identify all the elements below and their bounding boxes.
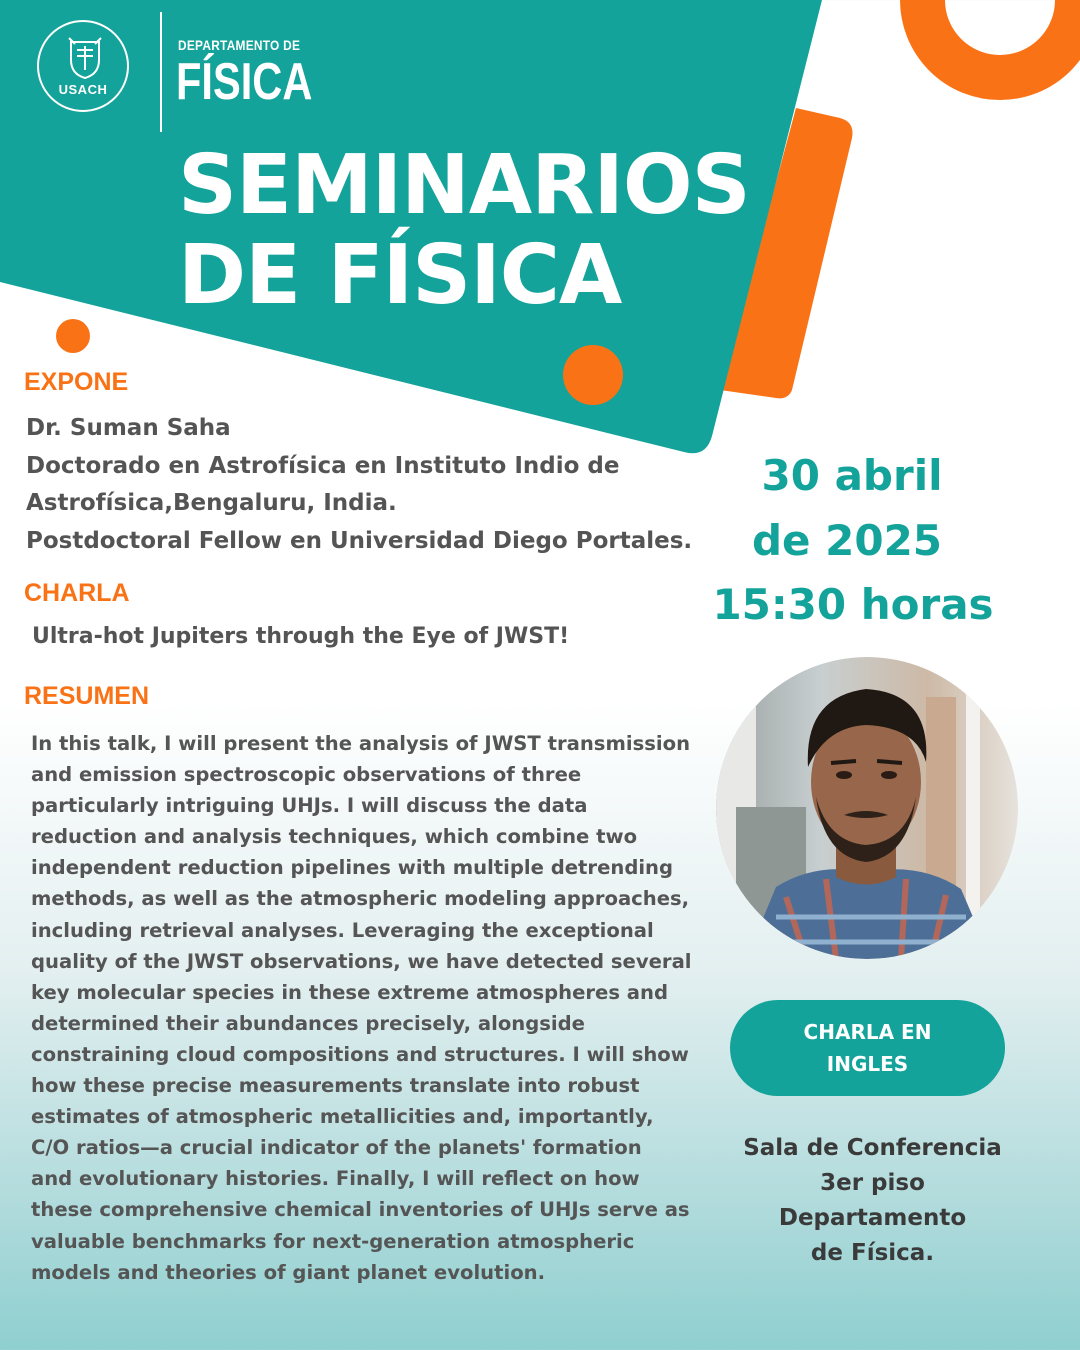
speaker-degree-place: Astrofísica,Bengaluru, India. xyxy=(26,490,397,516)
department-name: FÍSICA xyxy=(176,53,313,111)
orange-ring-decoration xyxy=(900,0,1080,100)
logo-divider xyxy=(160,12,162,132)
usach-logo xyxy=(37,20,129,112)
department-prefix: DEPARTAMENTO DE xyxy=(178,37,301,53)
language-badge-label: CHARLA EN INGLES xyxy=(803,1020,932,1076)
language-badge xyxy=(730,1000,1005,1096)
speaker-photo xyxy=(716,657,1018,959)
event-date-day: 30 abril xyxy=(761,451,943,500)
speaker-info xyxy=(26,410,746,560)
speaker-degree: Doctorado en Astrofísica en Instituto Indio de xyxy=(26,452,620,479)
logo-label: USACH xyxy=(58,82,108,97)
orange-dot-decoration xyxy=(563,345,623,405)
venue-department: Departamento xyxy=(778,1205,967,1231)
orange-dot-decoration xyxy=(56,319,90,353)
event-date-year: de 2025 xyxy=(751,516,943,565)
abstract-text: In this talk, I will present the analysis of JWST transmission and emission spectroscopic observations of three particularly intriguing UHJs. I will discuss the data reduction and analysis techniques, which combine two independent reduction pipelines with multiple detrending methods, as well as the atmospheric modeling approaches, including retrieval analyses. Leveraging the exceptional quality of the JWST observations, we have detected several key molecular species in these extreme atmospheres and determined their abundances precisely, alongside constraining cloud compositions and structures. I will show how these precise measurements translate into robust estimates of atmospheric metallicities and, importantly, C/O ratios—a crucial indicator of the planets' formation and evolutionary histories. Finally, I will reflect on how these comprehensive chemical inventories of UHJs serve as valuable benchmarks for next-generation atmospheric models and theories of giant planet evolution. xyxy=(31,732,692,1284)
venue-floor: 3er piso xyxy=(820,1170,925,1196)
speaker-heading: EXPONE xyxy=(24,368,129,396)
talk-heading: CHARLA xyxy=(24,579,130,607)
speaker-name: Dr. Suman Saha xyxy=(26,415,231,441)
event-time: 15:30 horas xyxy=(712,580,994,629)
abstract-heading: RESUMEN xyxy=(24,682,150,710)
page-title-line-2: DE FÍSICA xyxy=(178,228,622,323)
venue-department-name: de Física. xyxy=(810,1240,935,1266)
talk-title: Ultra-hot Jupiters through the Eye of JWST! xyxy=(32,624,570,649)
venue-info xyxy=(720,1131,1025,1271)
page-title-line-1: SEMINARIOS xyxy=(178,138,750,233)
speaker-position: Postdoctoral Fellow en Universidad Diego Portales. xyxy=(26,527,693,554)
venue-room: Sala de Conferencia xyxy=(743,1135,1002,1161)
crest-icon xyxy=(67,36,103,80)
